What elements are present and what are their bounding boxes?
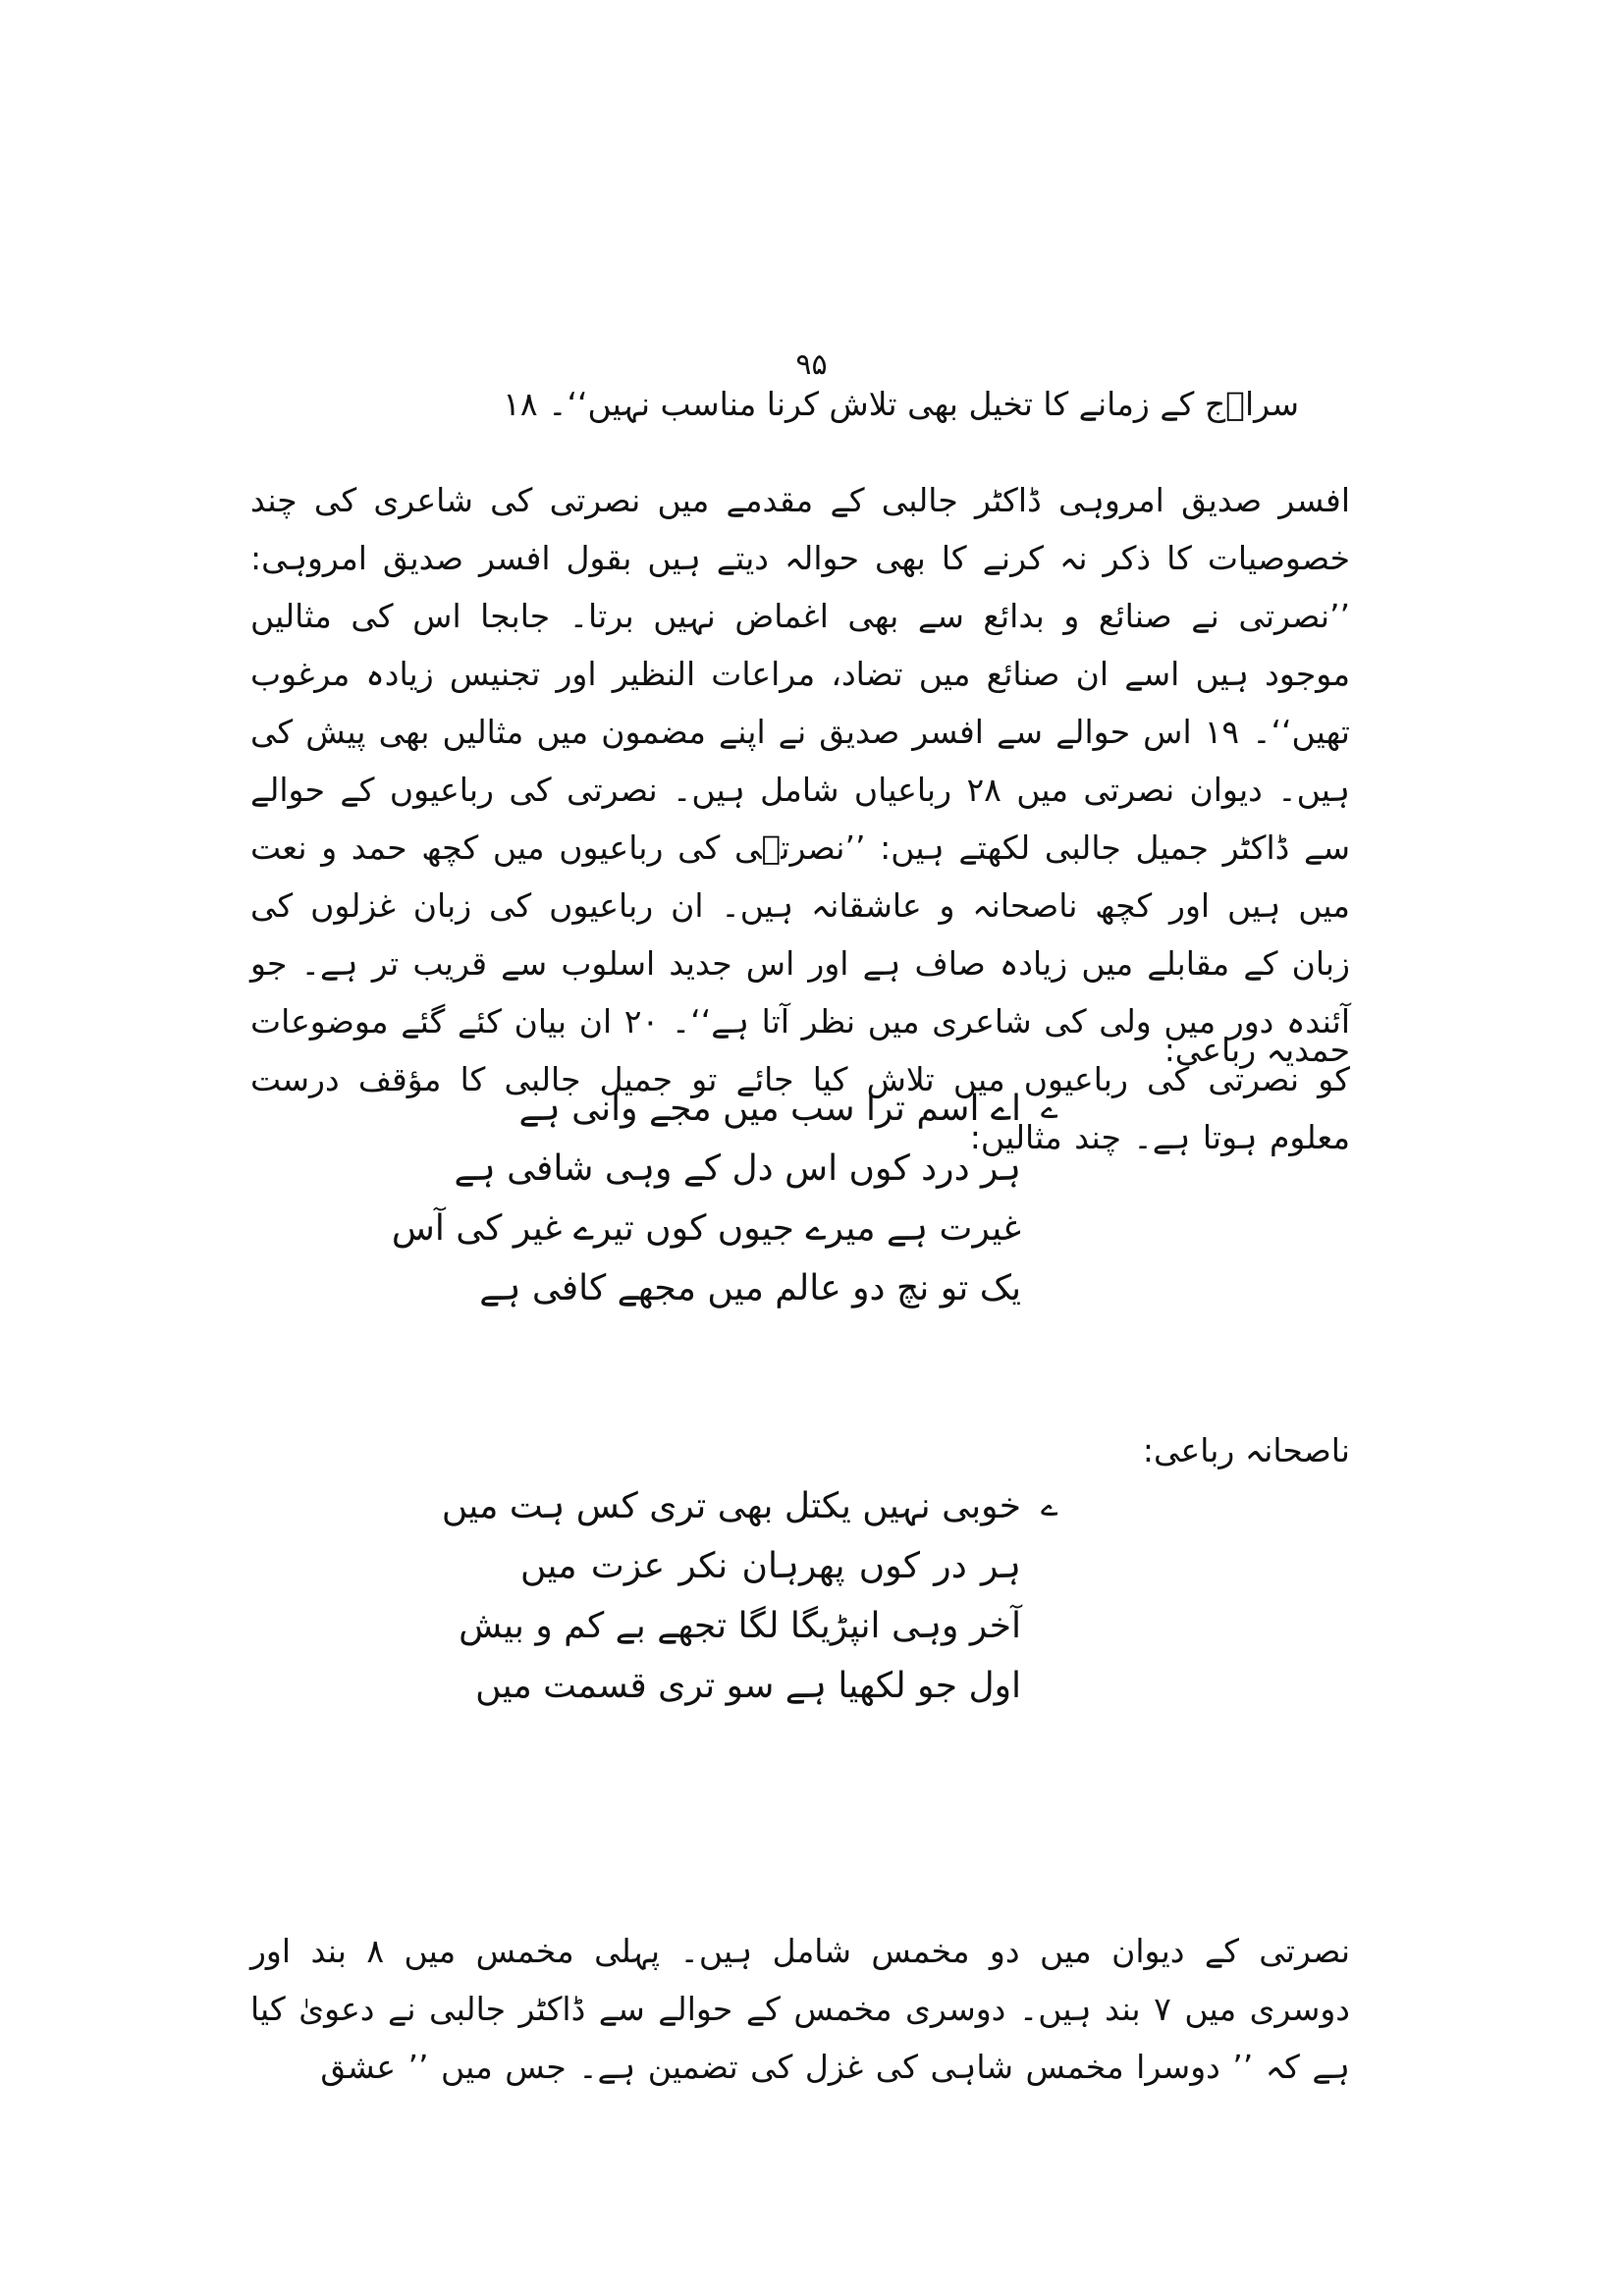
verse-line: ہر در کوں پھرہان نکر عزت میں bbox=[520, 1546, 1021, 1586]
rubai-label-nasihana: ناصحانہ رباعی: bbox=[1142, 1431, 1350, 1469]
paragraph-mukhammas: نصرتی کے دیوان میں دو مخمس شامل ہیں۔ پہلی مخمس میں ۸ بند اور دوسری میں ۷ بند ہیں۔ دوسری مخمس کے حوالے سے ڈاکٹر جالبی نے دعویٰ کیا ہے کہ ’’ دوسرا مخمس شاہی کی غزل کی تضمین ہے۔ جس میں ’’ عشق bbox=[250, 1932, 1351, 2086]
verse-line: اے اسم ترا سب میں مجے وانی ہے bbox=[518, 1089, 1021, 1129]
verse-line: ہر درد کوں اس دل کے وہی شافی ہے bbox=[454, 1148, 1021, 1189]
verse-marker: ے bbox=[1041, 1489, 1058, 1523]
page-number: ۹۵ bbox=[795, 347, 828, 382]
verse-line: یک تو نچ دو عالم میں مجھے کافی ہے bbox=[479, 1268, 1021, 1308]
verse-line: اول جو لکھیا ہے سو تری قسمت میں bbox=[475, 1666, 1021, 1706]
rubai-label-hamdiya: حمدیہ رباعی: bbox=[1163, 1031, 1350, 1069]
verse-line: غیرت ہے میرے جیوں کوں تیرے غیر کی آس bbox=[391, 1208, 1021, 1249]
verse-line: آخر وہی انپڑیگا لگا تجھے بے کم و بیش bbox=[459, 1606, 1021, 1646]
rubai-nasihana bbox=[441, 1486, 1021, 1727]
quote-ending-line: سراؔج کے زمانے کا تخیل بھی تلاش کرنا مناسب نہیں‘‘۔ ۱۸ bbox=[503, 385, 1299, 423]
verse-line: خوبی نہیں یکتل بھی تری کس ہت میں bbox=[441, 1486, 1021, 1526]
verse-marker: ے bbox=[1041, 1092, 1058, 1126]
paragraph-intro: افسر صدیق امروہی ڈاکٹر جالبی کے مقدمے میں نصرتی کی شاعری کی چند خصوصیات کا ذکر نہ کرنے کا بھی حوالہ دیتے ہیں بقول افسر صدیق امروہی: ’’نصرتی نے صنائع و بدائع سے بھی اغماض نہیں برتا۔ جابجا اس کی مثالیں موجود ہیں اسے ان صنائع میں تضاد، مراعات النظیر اور تجنیس زیادہ مرغوب تھیں‘‘۔ ۱۹ اس حوالے سے افسر صدیق نے اپنے مضمون میں مثالیں بھی پیش کی ہیں۔ دیوان نصرتی میں ۲۸ رباعیاں شامل ہیں۔ نصرتی کی رباعیوں کے حوالے سے ڈاکٹر جمیل جالبی لکھتے ہیں: ’’نصرتؔی کی رباعیوں میں کچھ حمد و نعت میں ہیں اور کچھ ناصحانہ و عاشقانہ ہیں۔ ان رباعیوں کی زبان غزلوں کی زبان کے مقابلے میں زیادہ صاف ہے اور اس جدید اسلوب سے قریب تر ہے۔ جو آئندہ دور میں ولی کی شاعری میں نظر آتا ہے‘‘۔ ۲۰ ان بیان کئے گئے موضوعات کو نصرتی کی رباعیوں میں تلاش کیا جائے تو جمیل جالبی کا مؤقف درست معلوم ہوتا ہے۔ چند مثالیں: bbox=[250, 481, 1350, 1156]
rubai-hamdiya bbox=[391, 1089, 1021, 1329]
